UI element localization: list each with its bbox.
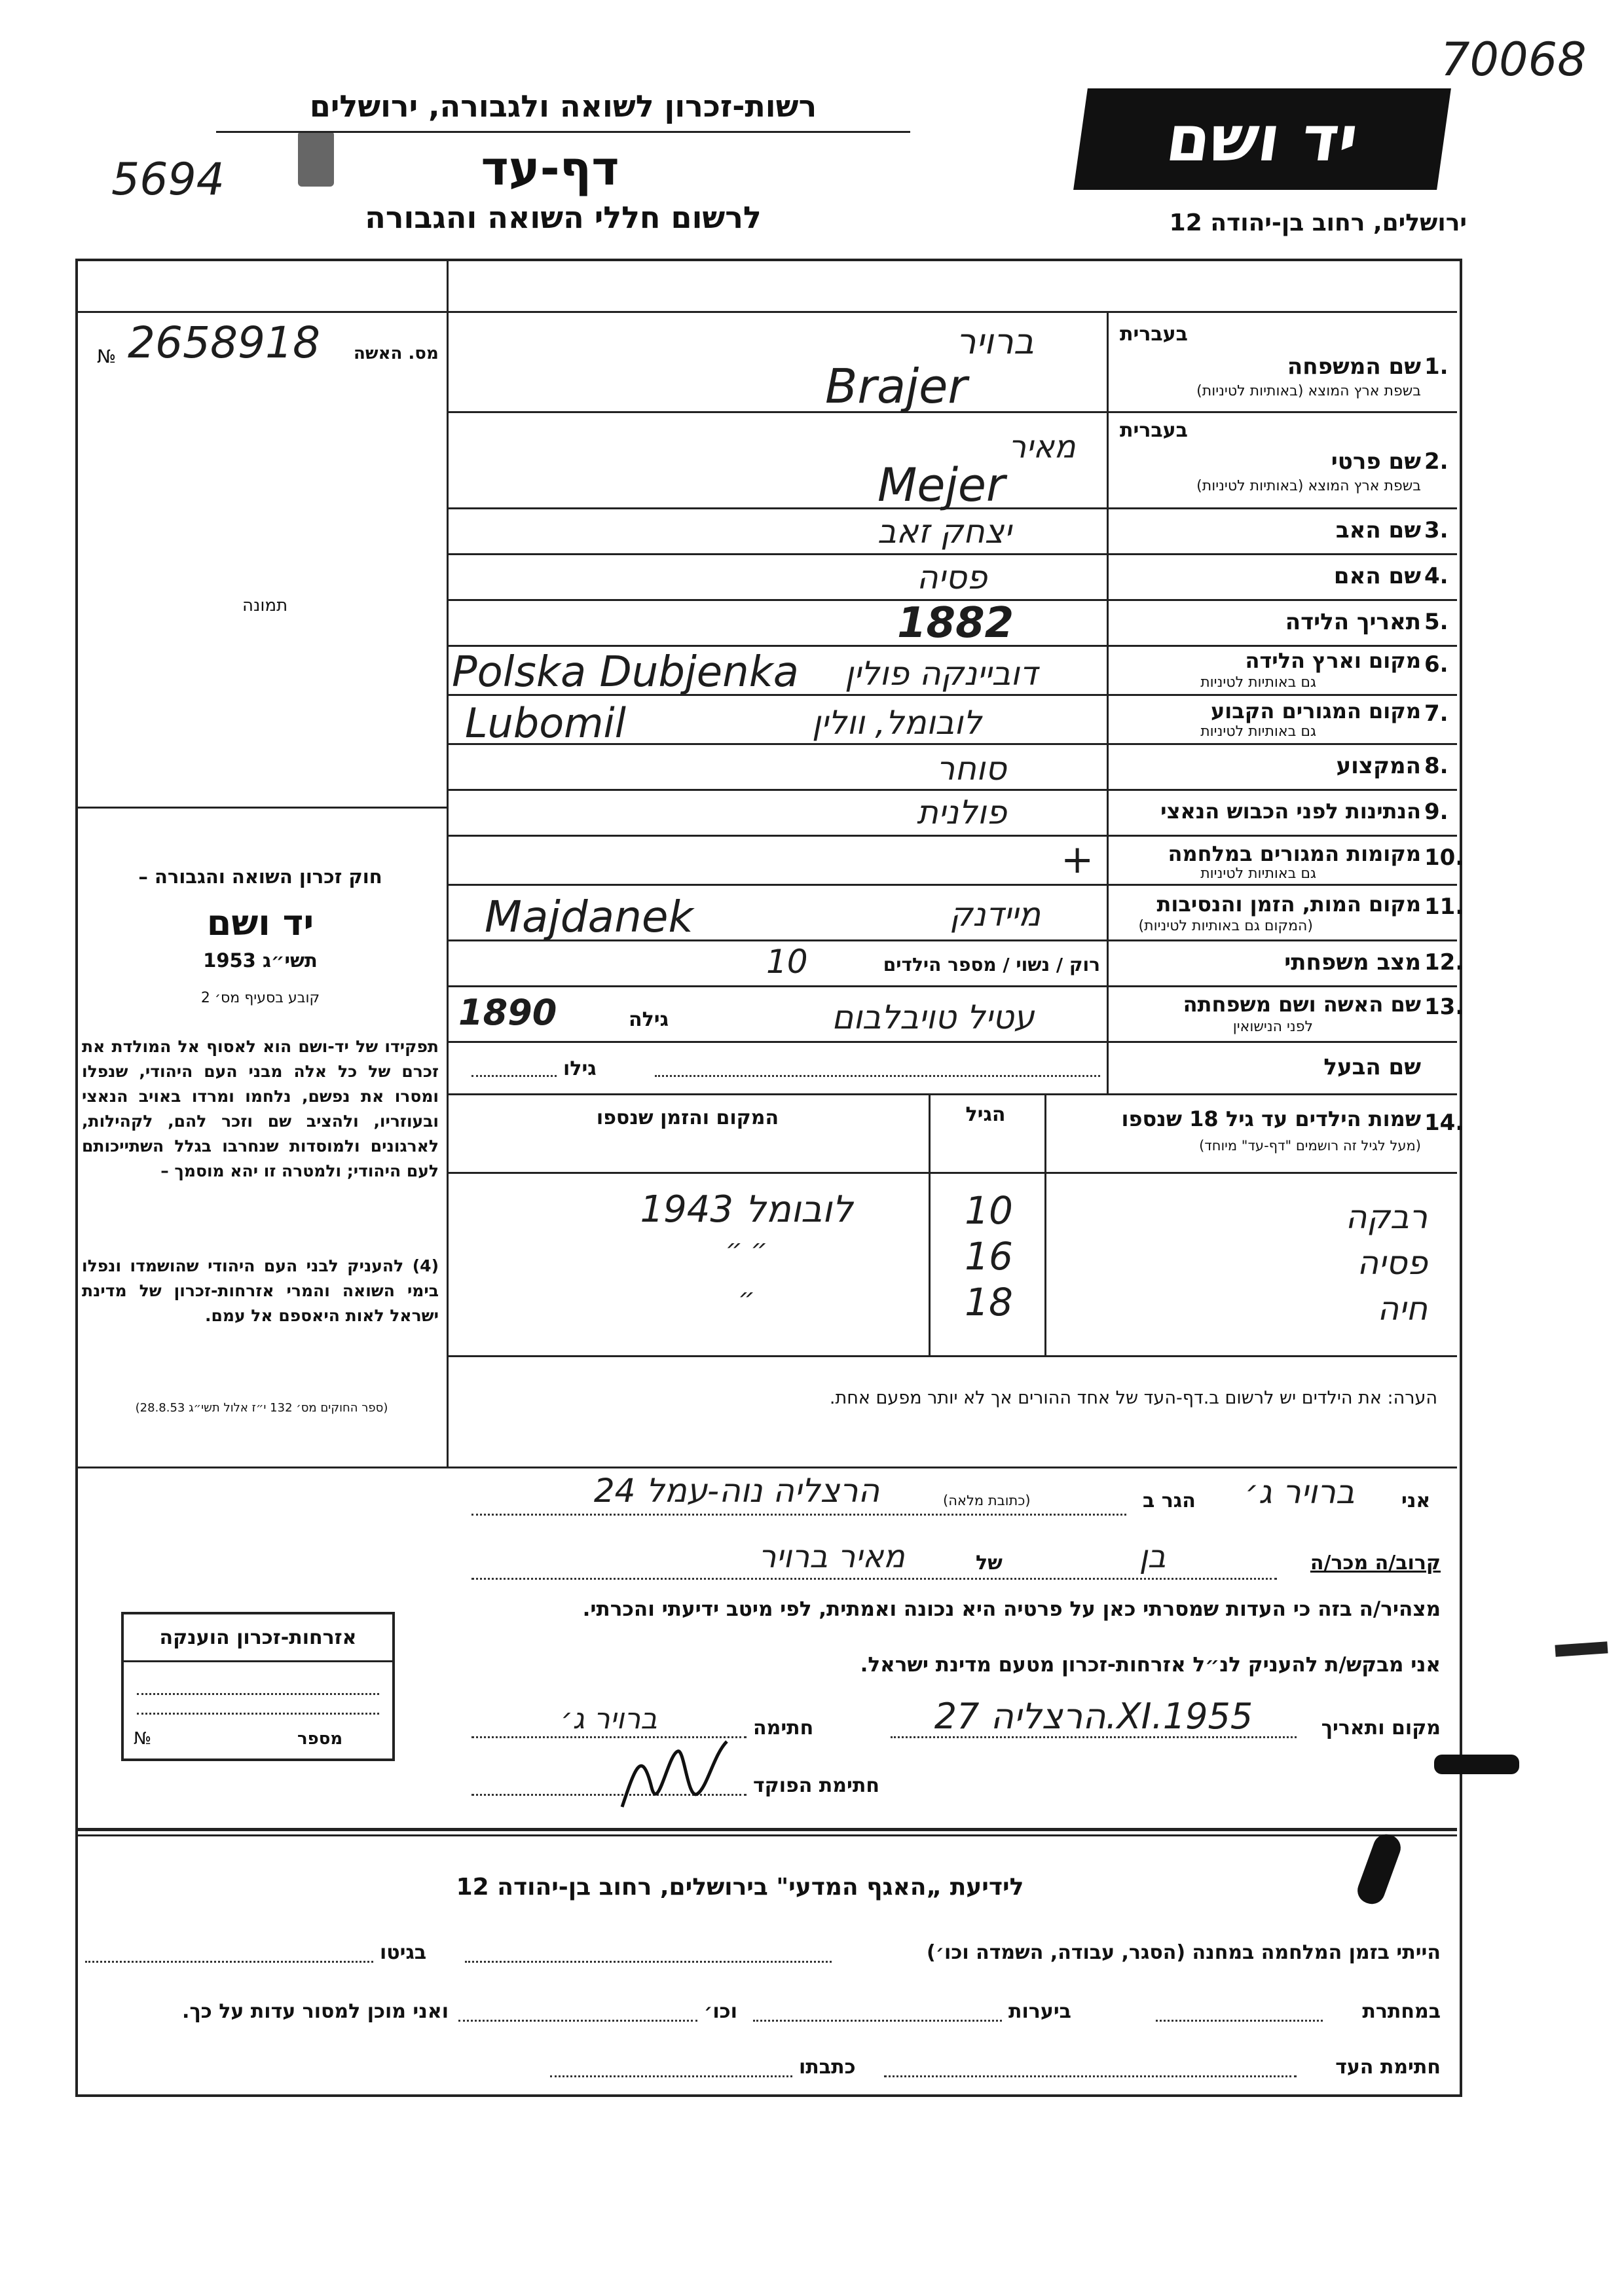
label-column-divider: [1107, 311, 1109, 1093]
footer-ghetto-dots: [85, 1961, 373, 1963]
footer-willing: ואני מוכן למסור עדות על כך.: [182, 2000, 449, 2023]
law-title: חוק זכרון השואה והגבורה –: [138, 866, 382, 888]
ink-mark-right-2: [1434, 1755, 1519, 1774]
place-date-label: מקום ותאריך: [1321, 1717, 1441, 1740]
table-note: הערה: את הילדים יש לרשום ב.דף-העד של אחד ההורים אך לא יותר מפעם אחת.: [829, 1388, 1437, 1408]
footer-address: כתבתו: [799, 2056, 856, 2079]
nationality-num: .9: [1424, 799, 1449, 825]
ink-mark-right-1: [1555, 1641, 1608, 1657]
first-name-label: שם פרטי: [1331, 448, 1421, 475]
officer-signature-scribble: [616, 1728, 733, 1820]
law-source: (ספר החוקים מס׳ 132 י״ז אלול תשי״ג 28.8.53): [135, 1401, 388, 1415]
row-rule-13: [447, 1041, 1457, 1043]
form-subtitle: לרשום חללי השואה והגבורה: [365, 200, 762, 235]
father-name-num: .3: [1424, 517, 1449, 543]
footer-hiding: במחתרת: [1362, 2000, 1441, 2023]
residence-num: .7: [1424, 701, 1449, 727]
birth-place-hebrew-value: דוביינקה פולין: [845, 655, 1038, 693]
husband-age-label: גילו: [563, 1057, 597, 1080]
birth-place-latin-note: גם באותיות לטיניות: [1200, 674, 1316, 691]
citizenship-box-line-1: [137, 1693, 379, 1695]
footer-address-dots: [550, 2075, 792, 2077]
child-1-place: 1943 לובומל: [640, 1188, 853, 1231]
address-value: הרצליה נוה-עמל 24: [593, 1472, 880, 1510]
row-rule-10: [447, 884, 1457, 886]
footer-forests-dots: [753, 2020, 1002, 2022]
note-bottom-rule: [75, 1467, 1457, 1468]
wife-name-num: .13: [1424, 994, 1464, 1020]
birth-date-value: 1882: [897, 599, 1014, 647]
row-rule-9: [447, 835, 1457, 837]
wartime-residence-value: +: [1061, 837, 1094, 883]
law-clause: קובע בסעיף מס׳ 2: [200, 990, 320, 1006]
child-2-age: 16: [965, 1234, 1013, 1279]
footer-witness-signature: חתימת העד: [1335, 2056, 1441, 2079]
lives-in-label: הגר ב: [1143, 1489, 1196, 1512]
header-address: ירושלים, רחוב בן-יהודה 12: [1169, 210, 1467, 236]
child-1-name: רבקה: [1345, 1198, 1428, 1236]
family-status-options: רוק / נשוי / מספר הילדים: [883, 954, 1100, 975]
profession-label: המקצוע: [1336, 753, 1421, 779]
family-status-num: .12: [1424, 949, 1464, 975]
death-sub-note: (המקום גם באותיות לטיניות): [1138, 918, 1313, 934]
officer-signature-label: חתימת הפוקד: [753, 1774, 879, 1797]
child-3-name: חיה: [1377, 1290, 1428, 1328]
place-date-value: הרצליה 27.XI.1955: [934, 1696, 1253, 1737]
wartime-residence-label: מקומות המגורים במלחמה: [1168, 841, 1421, 866]
photo-area-bottom: [75, 807, 449, 809]
signature-label: חתימה: [753, 1717, 814, 1740]
husband-name-line: [655, 1075, 1100, 1077]
footer-etc: וכו׳: [704, 2000, 737, 2023]
full-address-label: (כתובת מלאה): [943, 1493, 1031, 1508]
mother-name-num: .4: [1424, 563, 1449, 589]
children-num: .14: [1424, 1110, 1464, 1136]
husband-age-line: [471, 1075, 557, 1077]
footer-forests: ביערות: [1008, 2000, 1071, 2023]
law-text: תפקידו של יד-ושם הוא לאסוף אל המולדת את זכרם של כל אלה מבני העם היהודי, שנפלו ומסרו את נפשם, נלחמו ומרדו באויב הנאצי ובעוזריו, ולהציב שם וזכר להם, לקהילות, לארגונים ולמוסדות שנחרבו בגלל השתייכותם לעם היהודי; ולמטרה זו יהא מוסמך –: [82, 1037, 439, 1180]
child-2-name: פסיה: [1357, 1244, 1428, 1282]
law-name: יד ושם: [206, 902, 314, 943]
children-place-header: המקום והזמן שנספו: [596, 1106, 779, 1129]
citizenship-box-title: אזרחות-זכרון הוענקה: [159, 1626, 357, 1649]
footer-etc-dots: [458, 2020, 697, 2022]
birth-place-label: מקום וארץ הלידה: [1245, 648, 1421, 673]
wife-name-sub: לפני הנישואין: [1232, 1019, 1313, 1035]
header-rule: [216, 131, 910, 133]
wife-age-label: גילה: [629, 1008, 669, 1031]
note-top-rule: [447, 1355, 1457, 1357]
child-3-place: ״: [738, 1283, 755, 1313]
mother-name-label: שם האם: [1333, 563, 1421, 589]
file-number-top-right: 70068: [1441, 33, 1587, 86]
death-hebrew-value: מיידנק: [950, 896, 1041, 934]
wartime-residence-num: .10: [1424, 845, 1464, 871]
row-rule-12: [447, 985, 1457, 987]
declarant-label: אני: [1401, 1489, 1431, 1512]
children-table-label: שמות הילדים עד גיל 18 שנספו: [1121, 1106, 1421, 1131]
wife-name-label: שם האשה ושם משפחתה: [1183, 992, 1421, 1017]
left-column-divider: [447, 259, 449, 1467]
memorial-citizenship-box: [121, 1612, 395, 1761]
authority-name: רשות-זכרון לשואה ולגבורה, ירושלים: [309, 88, 817, 124]
declarant-value: ברויר ג׳: [1245, 1473, 1355, 1511]
relation-label: קרוב/ה מכר/ה: [1310, 1552, 1441, 1575]
child-3-age: 18: [965, 1280, 1013, 1324]
footer-camp-line: הייתי בזמן המלחמה במחנה (הסגר, עבודה, השמדה וכו׳): [927, 1941, 1441, 1964]
child-2-place: ״ ״: [725, 1234, 768, 1264]
in-hebrew-label-1: בעברית: [1120, 323, 1188, 346]
death-latin-value: Majdanek: [485, 892, 693, 942]
footer-rule-2: [75, 1834, 1457, 1836]
family-status-label: מצב משפחתי: [1284, 949, 1421, 975]
first-name-hebrew-value: מאיר: [1008, 429, 1076, 465]
in-hebrew-label-2: בעברית: [1120, 419, 1188, 442]
children-header-rule: [447, 1172, 1457, 1174]
citizenship-number-label: מספר: [297, 1729, 343, 1749]
row-rule-8: [447, 789, 1457, 791]
address-line: [471, 1514, 1126, 1516]
profession-value: סוחר: [936, 750, 1006, 788]
wartime-residence-latin-note: גם באותיות לטיניות: [1200, 866, 1316, 882]
relation-line: [471, 1578, 1277, 1580]
footer-witness-dots: [884, 2075, 1297, 2077]
photo-label: תמונה: [242, 596, 288, 615]
death-num: .11: [1424, 894, 1464, 920]
punch-hole-mark: [298, 131, 334, 187]
first-name-latin-value: Mejer: [877, 458, 1005, 512]
statement-text: מצהיר/ה בזה כי העדות שמסרתי כאן על פרטיה היא נכונה ואמתית, לפי מיטב ידיעתי והכרתי.: [582, 1597, 1441, 1621]
file-number-top-left: 5694: [111, 154, 225, 206]
residence-latin-note: גם באותיות לטיניות: [1200, 723, 1316, 740]
footer-camp-dots: [465, 1961, 832, 1963]
birth-date-num: .5: [1424, 609, 1449, 635]
citizenship-box-rule: [124, 1660, 392, 1662]
of-label: של: [976, 1552, 1003, 1575]
wife-age-value: 1890: [458, 992, 557, 1033]
law-text-clause-4: (4) להעניק לבני העם היהודי שהושמדו ונפלו בימי השואה והמרי אזרחות-זכרון של מדינת ישראל לאות היאספם אל עמם.: [82, 1256, 439, 1325]
residence-hebrew-value: לובומל, וולין: [812, 704, 982, 742]
birth-place-latin-value: Polska Dubjenka: [452, 648, 799, 697]
place-date-line: [891, 1736, 1297, 1738]
family-name-hebrew-value: ברויר: [956, 321, 1034, 362]
citizenship-box-line-2: [137, 1713, 379, 1715]
profession-num: .8: [1424, 753, 1449, 779]
logo-text: יד ושם: [1162, 102, 1363, 175]
footer-rule-1: [75, 1828, 1457, 1831]
birth-place-num: .6: [1424, 651, 1449, 678]
law-year: תשי״ג 1953: [203, 949, 318, 972]
child-1-age: 10: [965, 1188, 1013, 1233]
footer-ghetto: בגיטו: [380, 1941, 427, 1964]
signature-value: ברויר ג׳: [561, 1702, 657, 1736]
family-name-label: שם המשפחה: [1287, 354, 1421, 380]
of-value: מאיר ברויר: [758, 1539, 905, 1575]
birth-date-label: תאריך הלידה: [1285, 609, 1421, 635]
nationality-value: פולנית: [917, 793, 1007, 831]
top-strip-rule: [75, 311, 1457, 313]
family-name-num: .1: [1424, 354, 1449, 380]
children-age-header: הגיל: [965, 1103, 1006, 1126]
footer-hiding-dots: [1156, 2020, 1323, 2022]
father-name-value: יצחק זאב: [877, 513, 1012, 551]
footer-title: לידיעת „האגף המדעי" בירושלים, רחוב בן-יהודה 12: [456, 1874, 1024, 1901]
form-title: דף-עד: [481, 141, 619, 196]
nationality-label: הנתינות לפני הכבוש הנאצי: [1160, 799, 1421, 824]
mother-name-value: פסיה: [917, 558, 987, 596]
request-text: אני מבקש/ת להעניק לנ״ל אזרחות-זכרון מטעם מדינת ישראל.: [860, 1653, 1441, 1677]
children-age-divider-right: [1044, 1093, 1046, 1355]
wife-name-value: עטיל טויבלבום: [832, 998, 1035, 1036]
husband-name-label: שם הבעל: [1323, 1054, 1421, 1080]
children-count-value: 10: [766, 943, 808, 981]
residence-latin-value: Lubomil: [465, 699, 626, 747]
father-name-label: שם האב: [1335, 517, 1421, 543]
serial-value: 2658918: [128, 318, 320, 368]
row-rule-14: [447, 1093, 1457, 1095]
residence-label: מקום המגורים הקבוע: [1210, 699, 1421, 723]
first-name-origin-note: בשפת ארץ המוצא (באותיות לטיניות): [1196, 478, 1421, 494]
death-label: מקום המות, הזמן והנסיבות: [1156, 892, 1421, 917]
serial-no-mark: №: [97, 346, 117, 367]
children-table-sub: (מעל לגיל זה רושמים "דף-עד" מיוחד): [1199, 1138, 1421, 1154]
family-name-origin-note: בשפת ארץ המוצא (באותיות לטיניות): [1196, 383, 1421, 399]
row-rule-3: [447, 553, 1457, 555]
relation-value: בן: [1139, 1539, 1166, 1575]
yad-vashem-logo: [1073, 88, 1451, 190]
first-name-num: .2: [1424, 448, 1449, 475]
citizenship-no-mark: №: [134, 1729, 152, 1749]
serial-label: מס. האשה: [354, 344, 439, 363]
children-age-divider-left: [929, 1093, 931, 1355]
family-name-latin-value: Brajer: [825, 359, 968, 414]
